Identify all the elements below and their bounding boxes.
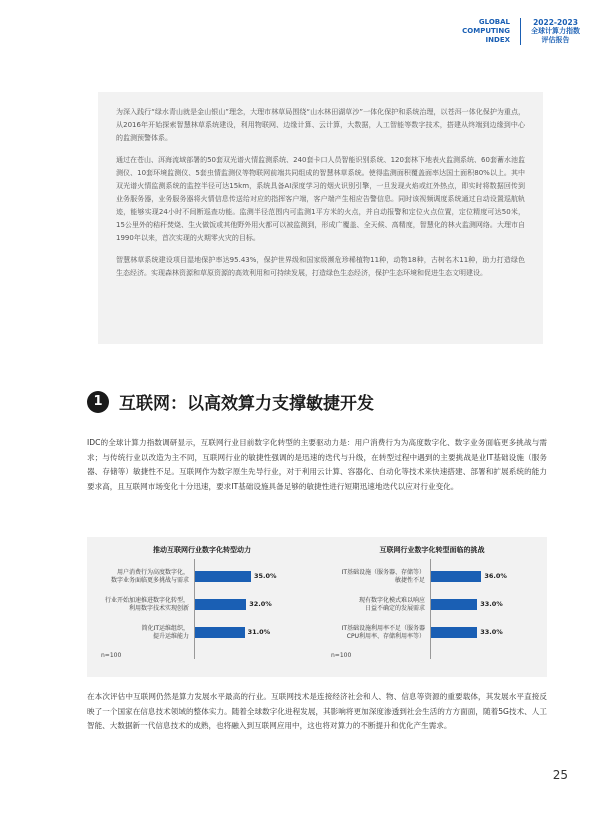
chart-row — [317, 595, 547, 615]
chart-row — [87, 595, 317, 615]
charts-panel — [87, 537, 547, 677]
category-label — [105, 597, 189, 613]
outro-paragraph: 在本次评估中互联网仍然是算力发展水平最高的行业。互联网技术是连接经济社会和人、物、信息等资源的重要载体，其发展水平直接反映了一个国家在信息技术领域的整体实力。随着全球数字化进程发展，其影响将更加深度渗透到社会生活的方方面面，随着5G技术、人工智能、大数据新一代信息技术的成熟，也将融入到互联网应用中，这也将对算力的不断提升和优化产生需求。 — [87, 692, 547, 730]
report-title-line2: 评估报告 — [541, 36, 570, 44]
chart-row — [317, 623, 547, 643]
drivers-chart — [87, 537, 317, 677]
category-label-line: 现有数字化模式难以响应 — [358, 597, 425, 604]
data-label: 31.0% — [247, 628, 271, 636]
chart-row — [87, 567, 317, 587]
intro-paragraph: IDC的全球计算力指数调研显示，互联网行业目前数字化转型的主要驱动力是：用户消费行为为高度数字化、数字业务面临更多挑战与需求；与传统行业以改造为主不同，互联网行业的敏捷性强调的是迅速的迭代与升级，在转型过程中遇到的主要挑战是业IT基础设施（服务器、存储等）敏捷性不足。互联网作为数字原生先导行业，对于利用云计算、容器化、自动化等技术来快速搭建、部署和扩展系统的能力要求高，且互联网市场变化十分迅速，要求IT基础设施具备足够的敏捷性进行短期迅速地迭代以应对行业变化。 — [87, 438, 547, 491]
page-number: 25 — [552, 768, 568, 782]
data-label: 35.0% — [254, 572, 277, 580]
data-bar — [195, 571, 251, 582]
index-line1: GLOBAL — [478, 18, 510, 26]
case-paragraph-1: 为深入践行“绿水青山就是金山银山”理念，大理市林草局围绕“山水林田湖草沙”一体化保护和系统治理，以苍洱一体化保护为重点，从2016年开始探索智慧林草系统建设，利用物联网、边缘计算、云计算，大数据，人工智能等数字技术，搭建从终端到边缘到中心的监测预警体系。 — [116, 108, 525, 142]
data-bar — [195, 599, 246, 610]
data-label: 33.0% — [480, 600, 503, 608]
challenges-chart — [317, 537, 547, 677]
category-label-line: 利用数字技术实现创新 — [128, 605, 189, 612]
sample-size-note: n=100 — [331, 652, 352, 659]
chart-row — [87, 623, 317, 643]
section-heading — [87, 389, 374, 414]
section-number-badge: 1 — [87, 391, 109, 413]
index-line3: INDEX — [485, 36, 510, 44]
report-title-block — [521, 18, 580, 45]
index-logo — [462, 18, 521, 45]
category-label-line: 行业开始加速推进数字化转型， — [104, 597, 189, 604]
report-year: 2022-2023 — [533, 18, 578, 27]
category-label-line: 简化IT运维组织， — [141, 625, 189, 632]
data-bar — [431, 571, 481, 582]
section-title: 互联网：以高效算力支撑敏捷开发 — [119, 394, 374, 414]
data-bar — [195, 627, 245, 638]
chart-title: 推动互联网行业数字化转型动力 — [153, 546, 251, 554]
category-label-line: CPU利用率、存储利用率等） — [346, 633, 425, 640]
category-label-line: IT基础设施（服务器、存储等） — [341, 569, 425, 576]
data-bar — [431, 599, 477, 610]
data-bar — [431, 627, 477, 638]
category-label-line: 数字业务面临更多挑战与需求 — [110, 577, 189, 584]
chart-row — [317, 567, 547, 587]
category-label — [342, 569, 425, 585]
report-header — [462, 18, 580, 62]
category-label — [142, 625, 189, 641]
category-label — [359, 597, 425, 613]
data-label: 36.0% — [484, 572, 507, 580]
category-label-line: 日益不确定的发展需求 — [364, 605, 425, 612]
index-line2: COMPUTING — [462, 27, 510, 35]
report-title-line1: 全球计算力指数 — [531, 27, 580, 35]
category-label — [342, 625, 425, 641]
category-label-line: IT基础设施利用率不足（服务器 — [341, 625, 425, 632]
category-label-line: 用户消费行为高度数字化， — [116, 569, 189, 576]
sample-size-note: n=100 — [101, 652, 122, 659]
case-study-box — [98, 92, 543, 344]
category-label-line: 提升运维能力 — [152, 633, 189, 640]
data-label: 32.0% — [249, 600, 272, 608]
case-paragraph-2: 通过在苍山、洱海流域部署的50套双光谱火情监测系统、240套卡口人员智能识别系统、120套林下地表火监测系统、60套蓄水池监测仪、10套环境监测仪、5套虫情监测仪等物联网前端共同组成的智慧林草系统。使得监测面积覆盖面率达国土面积80%以上。其中双光谱火情监测系统的监控半径可达15km，系统具备AI深度学习的烟火识别引擎，一旦发现火焰或红外热点，即实时将数据回传到业务服务器，业务服务器将火情信息传送给对应的指挥客户端，客户端产生相应告警信息。同时该视频调度系统通过自动设置巡航轨迹，能够实现24小时不间断巡查功能。监测半径范围内可监测1平方米的火点，并自动报警和定位火点位置，定位精度可达50米，15公里外的秸秆焚烧、生火做饭或其他野外用火都可以被监测到，形成广覆盖、全天候、高精度，智慧化的林火监测网络。大理市自1990年以来，首次实现的火期零火灾的目标。 — [116, 156, 525, 242]
case-paragraph-3: 智慧林草系统建设项目湿地保护率达95.43%，保护世界级和国家级濒危珍稀植物11种，动物18种，古树名木11种，助力打造绿色生态经济。实现森林资源和草原资源的高效利用和可持续发展，打造绿色生态经济，保护生态环境和促进生态文明建设。 — [116, 256, 525, 277]
chart-title: 互联网行业数字化转型面临的挑战 — [379, 546, 485, 554]
category-label-line: 敏捷性不足 — [394, 577, 425, 584]
data-label: 33.0% — [480, 628, 503, 636]
category-label — [111, 569, 189, 585]
